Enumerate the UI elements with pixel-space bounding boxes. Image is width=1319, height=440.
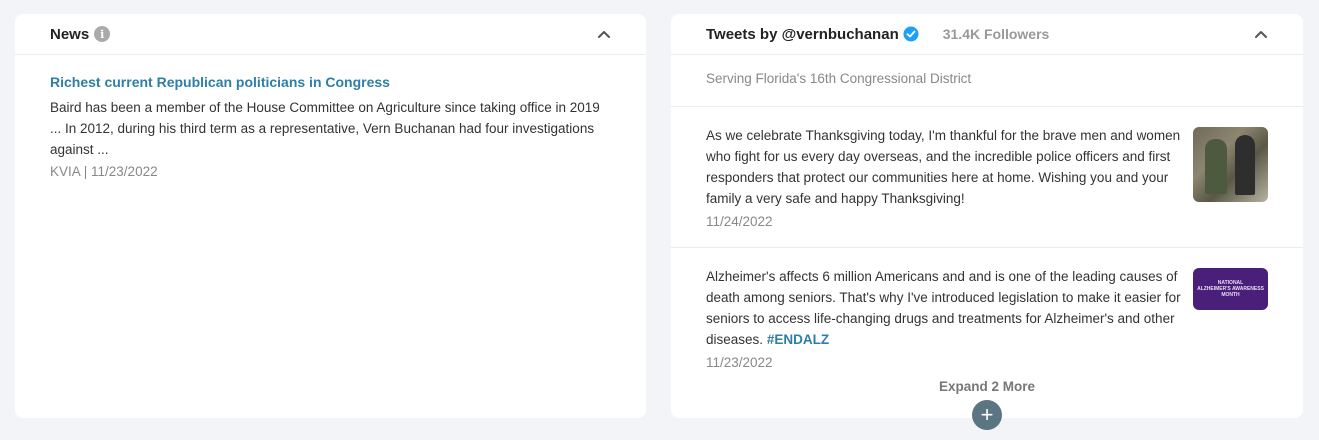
news-headline-link[interactable]: Richest current Republican politicians in Congress	[50, 74, 390, 90]
followers-count: 31.4K Followers	[942, 26, 1050, 42]
news-snippet: Baird has been a member of the House Committee on Agriculture since taking office in 2019 ... In 2012, during his third term as a representative, Vern Buchanan had four investigations against ...	[50, 100, 600, 157]
tweet-item[interactable]	[671, 107, 1303, 248]
expand-more-label[interactable]: Expand 2 More	[938, 379, 1036, 394]
profile-bio: Serving Florida's 16th Congressional District	[671, 55, 1303, 107]
tweet-date: 11/23/2022	[706, 355, 773, 370]
tweet-text: As we celebrate Thanksgiving today, I'm thankful for the brave men and women who fight for us every day overseas, and the incredible police officers and first responders that protect our communities here at home. Wishing you and your family a very safe and happy Thanksgiving!	[706, 128, 1181, 206]
news-title: News	[50, 25, 90, 43]
tweet-date: 11/24/2022	[706, 214, 773, 229]
tweets-card	[671, 14, 1303, 427]
thumb-text: ALZHEIMER'S AWARENESS	[1197, 286, 1264, 292]
expand-plus-icon[interactable]: +	[972, 400, 1002, 430]
news-header	[15, 14, 646, 55]
tweet-image-thumbnail[interactable]	[1193, 268, 1268, 310]
news-source-date: KVIA | 11/23/2022	[50, 164, 158, 179]
tweet-text: Alzheimer's affects 6 million Americans and and is one of the leading causes of death among seniors. That's why I've introduced legislation to make it easier for seniors to access life-changing drugs and treatments for Alzheimer's and other diseases. #ENDALZ	[706, 269, 1181, 347]
thumb-text: NATIONAL	[1217, 280, 1244, 286]
info-icon[interactable]: i	[94, 26, 110, 42]
tweet-item[interactable]	[671, 248, 1303, 378]
news-card	[15, 14, 646, 418]
thumb-text: MONTH	[1221, 292, 1240, 298]
expand-more	[671, 379, 1303, 430]
verified-badge-icon	[903, 26, 919, 42]
tweets-header	[671, 14, 1303, 55]
collapse-news-chevron-up-icon[interactable]	[597, 27, 611, 41]
hashtag-link[interactable]: #ENDALZ	[766, 332, 830, 347]
tweets-title[interactable]: Tweets by @vernbuchanan	[706, 25, 899, 43]
tweet-image-thumbnail[interactable]	[1193, 127, 1268, 202]
collapse-tweets-chevron-up-icon[interactable]	[1254, 27, 1268, 41]
news-item	[15, 55, 646, 179]
